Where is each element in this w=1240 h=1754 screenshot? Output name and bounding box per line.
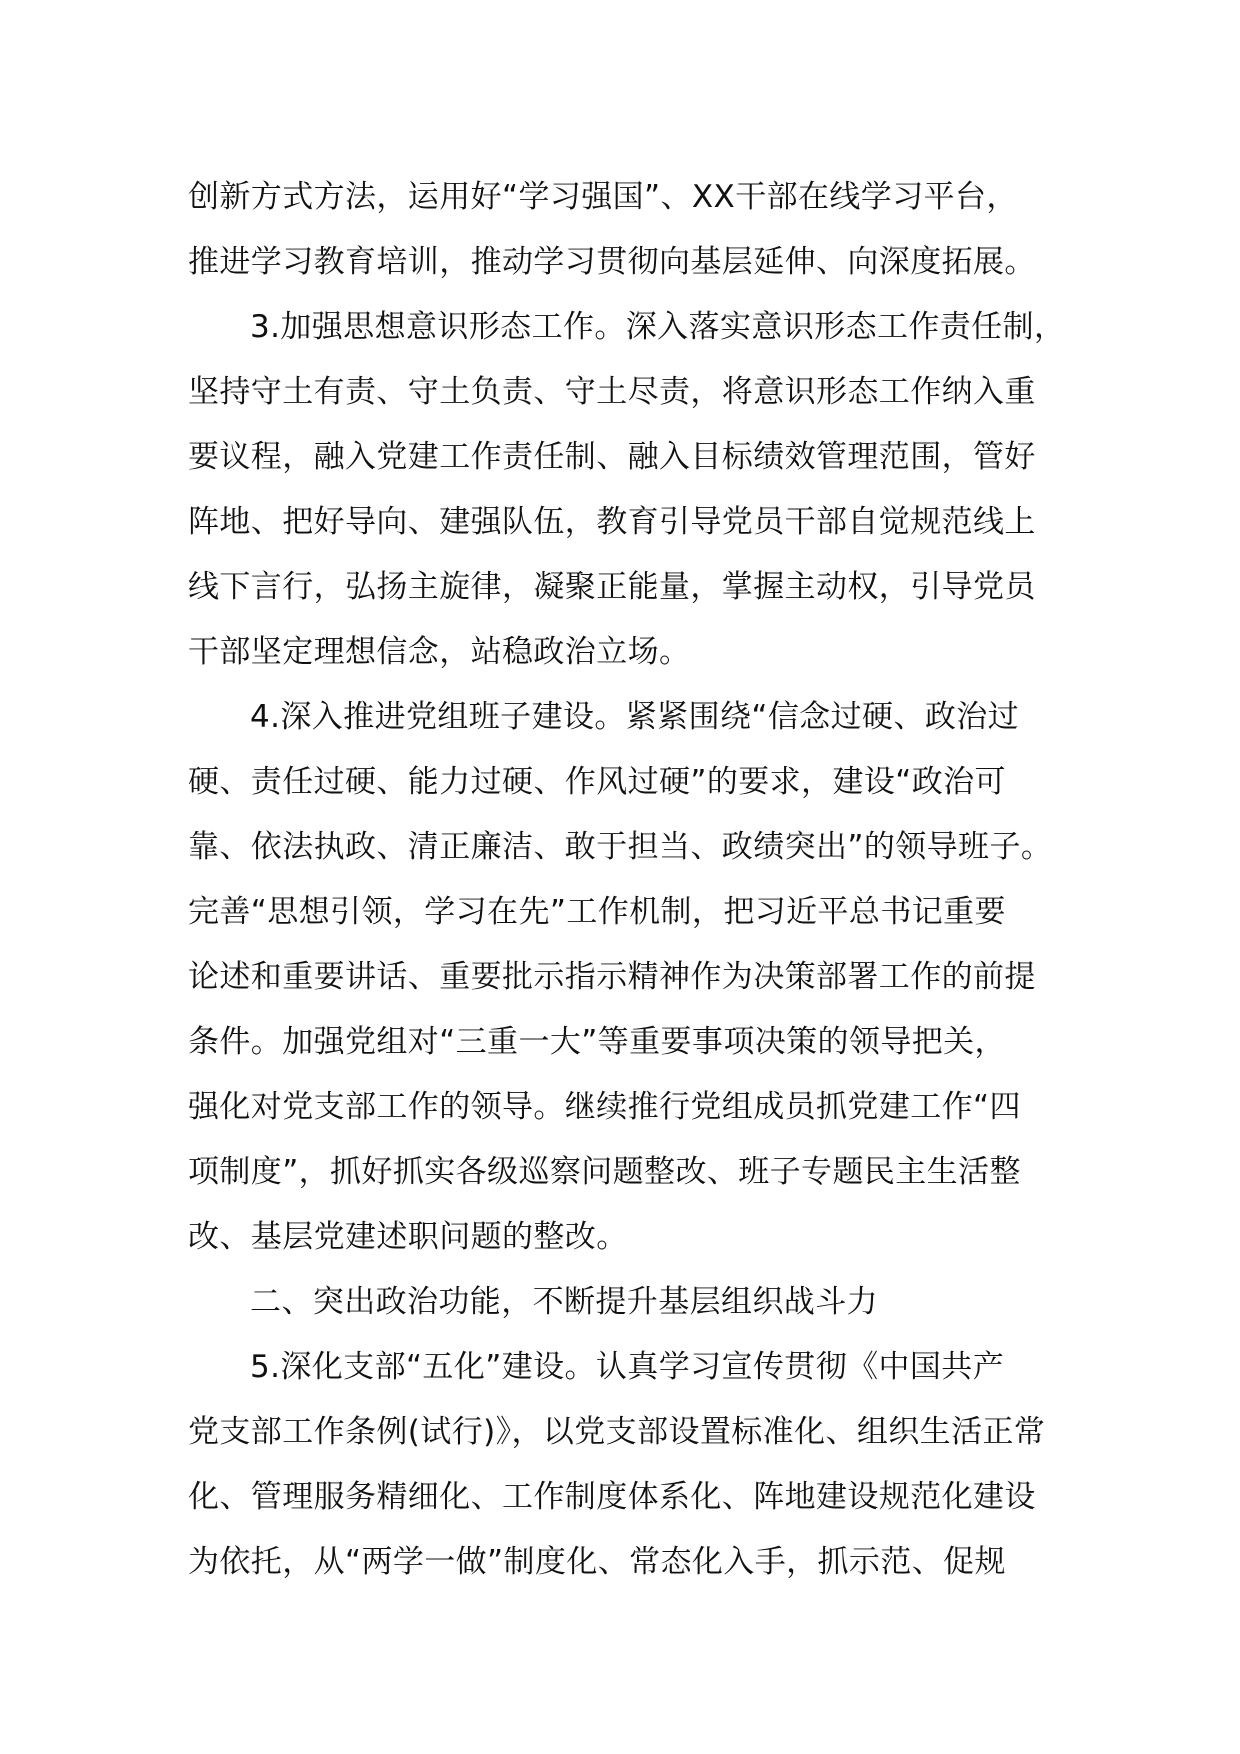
text-line: 二、突出政治功能，不断提升基层组织战斗力 (250, 1284, 878, 1320)
text-line: 4.深入推进党组班子建设。紧紧围绕“信念过硬、政治过 (250, 699, 1020, 735)
text-line: 强化对党支部工作的领导。继续推行党组成员抓党建工作“四 (188, 1089, 1021, 1125)
document-body (188, 165, 1088, 1595)
text-line: 要议程，融入党建工作责任制、融入目标绩效管理范围，管好 (188, 439, 1036, 475)
text-line: 3.加强思想意识形态工作。深入落实意识形态工作责任制， (250, 309, 1066, 345)
text-line: 干部坚定理想信念，站稳政治立场。 (188, 634, 691, 670)
text-line: 推进学习教育培训，推动学习贯彻向基层延伸、向深度拓展。 (188, 244, 1036, 280)
text-line: 硬、责任过硬、能力过硬、作风过硬”的要求，建设“政治可 (188, 764, 1006, 800)
text-line: 坚持守土有责、守土负责、守土尽责，将意识形态工作纳入重 (188, 374, 1036, 410)
text-line: 5.深化支部“五化”建设。认真学习宣传贯彻《中国共产 (250, 1349, 1005, 1385)
text-line: 创新方式方法，运用好“学习强国”、XX干部在线学习平台， (188, 179, 1018, 215)
text-line: 为依托，从“两学一做”制度化、常态化入手，抓示范、促规 (188, 1544, 1006, 1580)
text-line: 线下言行，弘扬主旋律，凝聚正能量，掌握主动权，引导党员 (188, 569, 1036, 605)
text-line: 党支部工作条例(试行)》，以党支部设置标准化、组织生活正常 (188, 1414, 1046, 1450)
text-line: 完善“思想引领，学习在先”工作机制，把习近平总书记重要 (188, 894, 1006, 930)
text-line: 改、基层党建述职问题的整改。 (188, 1219, 628, 1255)
text-line: 条件。加强党组对“三重一大”等重要事项决策的领导把关， (188, 1024, 1006, 1060)
text-line: 论述和重要讲话、重要批示指示精神作为决策部署工作的前提 (188, 959, 1036, 995)
text-line: 项制度”，抓好抓实各级巡察问题整改、班子专题民主生活整 (188, 1154, 1021, 1190)
text-line: 靠、依法执政、清正廉洁、敢于担当、政绩突出”的领导班子。 (188, 829, 1053, 865)
text-line: 阵地、把好导向、建强队伍，教育引导党员干部自觉规范线上 (188, 504, 1036, 540)
text-line: 化、管理服务精细化、工作制度体系化、阵地建设规范化建设 (188, 1479, 1036, 1515)
